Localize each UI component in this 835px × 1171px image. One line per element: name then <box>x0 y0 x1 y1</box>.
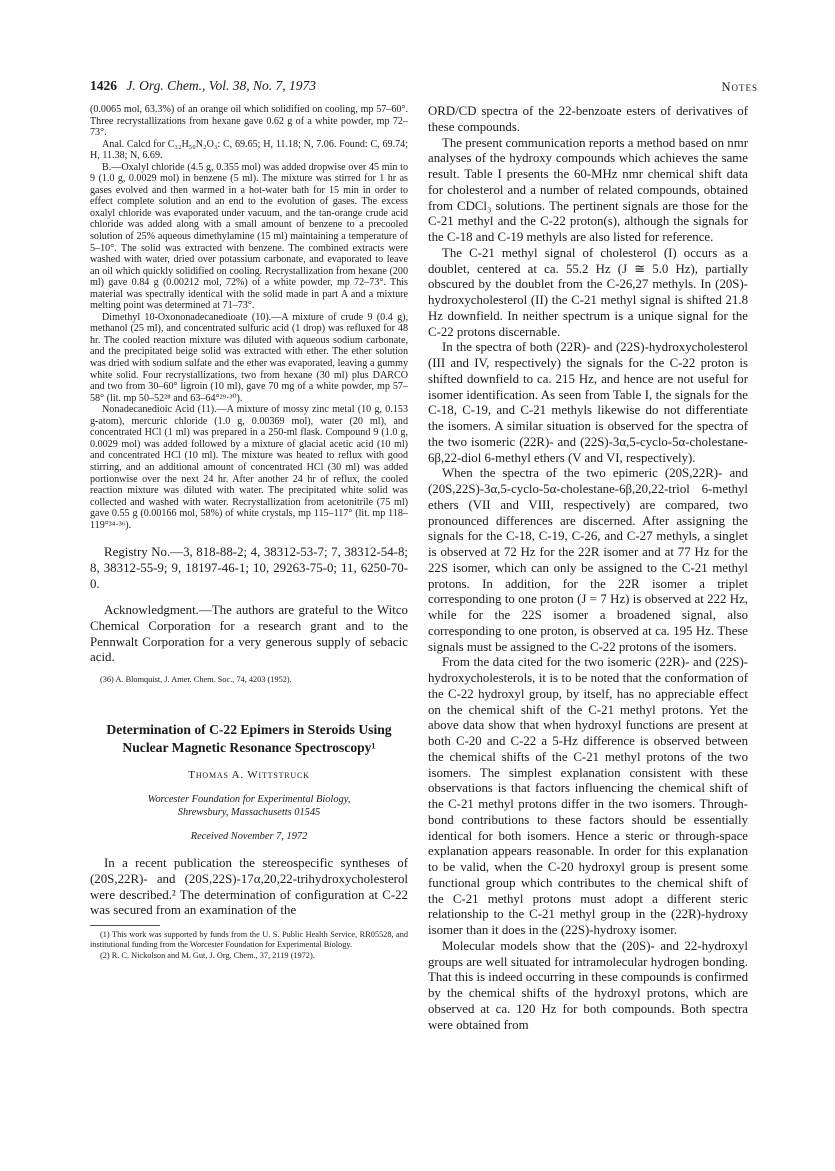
author-name: Thomas A. Wittstruck <box>188 769 310 782</box>
body-paragraph: When the spectra of the two epimeric (20S,22R)- and (20S,22S)-3α,5-cyclo-5α-cholestane-6β,20,22-triol 6-methyl ethers (VII and VIII, respectively) are compared, two pronounced differences are discerned. After assigning the signals for the C-18, C-19, C-26, and C-27 methyls, a singlet is observed at 72 Hz for the 22R isomer and at 77 Hz for the 22S isomer, which can only be assigned to the C-21 methyl protons. In addition, for the 22R isomer a triplet corresponding to one proton (J = 7 Hz) is observed at 222 Hz, while for the 22S isomer a broadened signal, also corresponding to one proton, is observed at ca. 195 Hz. These signals must be assigned to the C-22 protons of the isomers. <box>428 466 748 654</box>
footnote: (36) A. Blomquist, J. Amer. Chem. Soc., 74, 4203 (1952). <box>100 675 292 685</box>
section-label: Notes <box>721 80 758 94</box>
body-paragraph: Molecular models show that the (20S)- and 22-hydroxyl groups are well situated for intramolecular hydrogen bonding. That this is indeed occurring in these compounds is confirmed by the chemical shifts of the hydroxyl protons, which are observed at ca. 120 Hz for both compounds. Both spectra were obtained from <box>428 938 748 1032</box>
article-title: Determination of C-22 Epimers in Steroids Using Nuclear Magnetic Resonance Spectroscopy¹ <box>106 722 392 756</box>
right-column <box>428 104 748 1033</box>
affiliation: Shrewsbury, Massachusetts 01545 <box>177 807 321 819</box>
registry-numbers: Registry No.—3, 818-88-2; 4, 38312-53-7; 7, 38312-54-8; 8, 38312-55-9; 9, 18197-46-1; 10, 29263-75-0; 11, 6250-70-0. <box>90 545 408 591</box>
body-paragraph: The present communication reports a method based on nmr analyses of the hydroxy compounds which achieves the same result. Table I presents the 60-MHz nmr chemical shift data for cholesterol and a number of related compounds, obtained from CDCl₃ solutions. The pertinent signals are those for the C-21 methyl and the C-22 proton(s), although the signals for the C-18 and C-19 methyls are also listed for reference. <box>428 135 748 244</box>
experimental-paragraph: Nonadecanedioic Acid (11).—A mixture of mossy zinc metal (10 g, 0.153 g-atom), mercuric chloride (1.0 g, 0.00369 mol), water (20 ml), and concentrated HCl (1 ml) was prepared in a 250-ml flask. Compound 9 (1.0 g, 0.0029 mol) was added followed by a mixture of glacial acetic acid (10 ml) and concentrated HCl (10 ml). The mixture was heated to reflux with good stirring, and an additional amount of concentrated HCl (30 ml) was added portionwise over the next 24 hr. After another 24 hr of reflux, the cooled reaction mixture was diluted with water. The precipitated white solid was collected and washed with water. Recrystallization from acetonitrile (75 ml) gave 0.55 g (0.00166 mol, 58%) of white crystals, mp 115–117° (lit. mp 118–119°³⁴·³⁶). <box>90 404 408 531</box>
running-header <box>90 78 316 94</box>
footnote: (1) This work was supported by funds from the U. S. Public Health Service, RR05528, and institutional funding from the Worcester Foundation for Experimental Biology. <box>90 930 408 950</box>
body-paragraph: ORD/CD spectra of the 22-benzoate esters of derivatives of these compounds. <box>428 104 748 134</box>
left-column <box>90 104 408 961</box>
experimental-paragraph: Dimethyl 10-Oxononadecanedioate (10).—A mixture of crude 9 (0.4 g), methanol (25 ml), and concentrated sulfuric acid (1 drop) was refluxed for 48 hr. The cooled reaction mixture was diluted with aqueous sodium carbonate, and the precipitated beige solid was extracted with ether. The ether solution was dried with sodium sulfate and the ether was evaporated, leaving a gummy white solid. Four recrystallizations, two from hexane (30 ml) plus DARCO and two from 30–60° ligroin (10 ml), gave 70 mg of a white powder, mp 57–58° (lit. mp 50–52²⁸ and 63–64°²⁹·³⁰). <box>90 311 408 404</box>
received-date: Received November 7, 1972 <box>190 831 308 843</box>
body-paragraph: The C-21 methyl signal of cholesterol (I) occurs as a doublet, centered at ca. 55.2 Hz (J ≅ 5.0 Hz), partially obscured by the doublet from the C-26,27 methyls. In (20S)-hydroxycholesterol (II) the C-21 methyl signal is shifted 21.8 Hz downfield. In neither spectrum is a unique signal for the C-22 protons discernable. <box>428 245 748 339</box>
journal-citation: J. Org. Chem., Vol. 38, No. 7, 1973 <box>126 78 316 93</box>
footnote: (2) R. C. Nickolson and M. Gut, J. Org. Chem., 37, 2119 (1972). <box>100 950 315 960</box>
footnote-rule <box>90 925 160 926</box>
analysis-paragraph: Anal. Calcd for C₃₂H₅₀N₂O₃: C, 69.65; H, 11.18; N, 7.06. Found: C, 69.74; H, 11.38; N, 6.69. <box>90 138 408 162</box>
body-paragraph: In the spectra of both (22R)- and (22S)-hydroxycholesterol (III and IV, respectively) the signals for the C-22 proton is shifted downfield to ca. 215 Hz, and hence are not useful for isomer identification. As seen from Table I, the signals for the C-18, C-19, and C-21 methyls likewise do not differentiate the isomers. A similar situation is observed for the spectra of the two isomeric (22R)- and (22S)-3α,5-cyclo-5α-cholestane-6β,22-diol 6-methyl ethers (V and VI, respectively). <box>428 340 748 465</box>
experimental-paragraph: B.—Oxalyl chloride (4.5 g, 0.355 mol) was added dropwise over 45 min to 9 (1.0 g, 0.0029 mol) in benzene (5 ml). The mixture was stirred for 1 hr as gases evolved and then warmed in a hot-water bath for 15 min in order to effect complete solution and an end to the evolution of gases. The excess oxalyl chloride was evaporated under vacuum, and the tan-orange crude acid chloride was added along with a small amount of benzene to a precooled solution of 25% aqueous dimethylamine (15 ml) maintaining a temperature of 5–10°. The solid was extracted with benzene. The combined extracts were washed with water, dried over potassium carbonate, and evaporated to leave an oil which quickly solidified on cooling. Recrystallization from hexane (200 ml) gave 0.84 g (0.00212 mol, 72%) of a white powder, mp 72–73°. This material was spectrally identical with the solid made in part A and a mixture melting point was determined at 71–73°. <box>90 161 408 312</box>
acknowledgment: Acknowledgment.—The authors are grateful to the Witco Chemical Corporation for a research grant and to the Pennwalt Corporation for a very generous supply of sebacic acid. <box>90 603 408 665</box>
intro-paragraph: In a recent publication the stereospecific syntheses of (20S,22R)- and (20S,22S)-17α,20,22-trihydroxycholesterol were described.² The determination of configuration at C-22 was secured from an examination of the <box>90 856 408 918</box>
body-paragraph: From the data cited for the two isomeric (22R)- and (22S)-hydroxycholesterols, it is to be noted that the conformation of the C-22 hydroxyl group, by itself, has no appreciable effect on the chemical shift of the C-21 methyl protons. Yet the above data show that when hydroxyl functions are present at both C-20 and C-22 a 5-Hz difference is observed between the chemical shifts of the C-21 methyl protons of the two isomers. The simplest explanation consistent with these observations is that factors influencing the chemical shift of the C-21 methyl protons differ in the two isomers. Through-bond contributions to these factors should be essentially identical for both isomers. Hence a steric or through-space explanation appears reasonable. In order for this explanation to be valid, when the C-20 hydroxyl group is present some functional group which contributes to the chemical shift of the C-21 methyl protons must adopt a different steric relationship to the C-21 methyl group in the (22R)-hydroxy isomer than it does in the (22S)-hydroxy isomer. <box>428 655 748 937</box>
page-number: 1426 <box>90 78 117 93</box>
experimental-paragraph: (0.0065 mol, 63.3%) of an orange oil which solidified on cooling, mp 57–60°. Three recrystallizations from hexane gave 0.62 g of a white powder, mp 72–73°. <box>90 104 408 139</box>
affiliation: Worcester Foundation for Experimental Biology, <box>147 794 351 806</box>
experimental-section <box>90 104 408 531</box>
